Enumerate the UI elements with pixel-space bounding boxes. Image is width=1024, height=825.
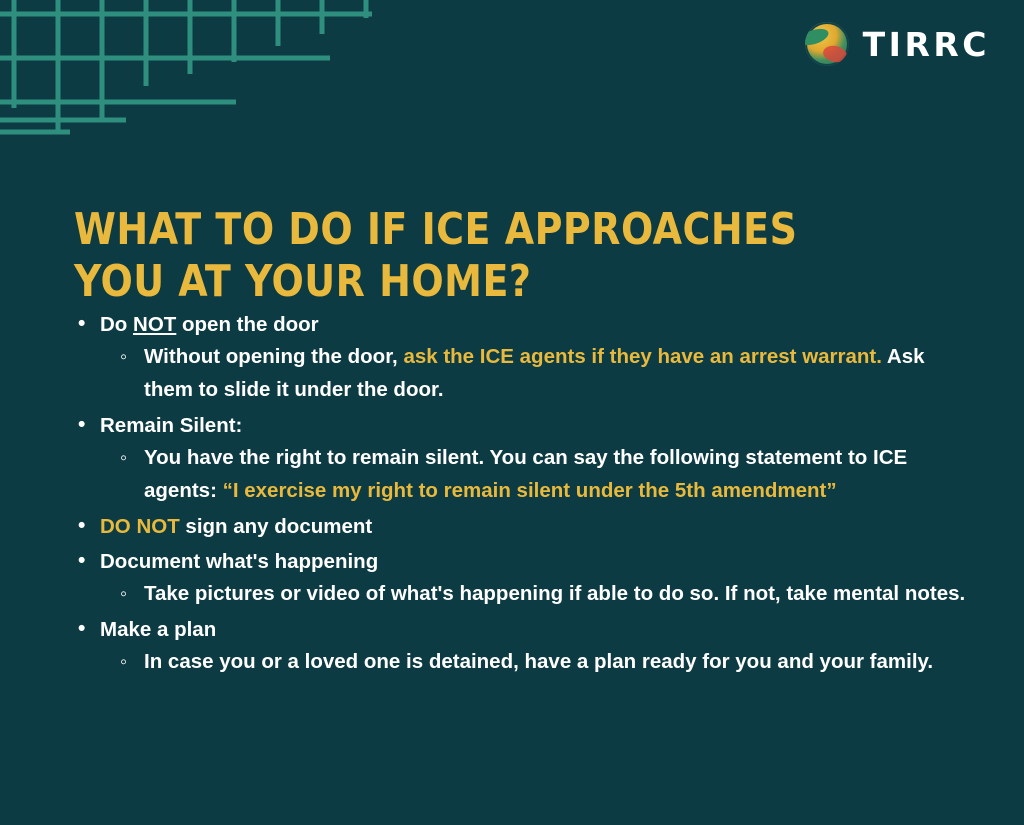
- brand-name: TIRRC: [862, 24, 990, 64]
- bullet-item: [70, 613, 970, 679]
- text-run: In case you or a loved one is detained, have a plan ready for you and your family.: [144, 650, 934, 673]
- text-run: Do: [100, 313, 134, 336]
- page-title: WHAT TO DO IF ICE APPROACHES YOU AT YOUR HOME?: [74, 204, 798, 308]
- text-run: open the door: [176, 313, 319, 336]
- grid-decoration: [0, 0, 380, 145]
- bullet-text: [100, 550, 378, 573]
- sub-bullet-item: [100, 578, 970, 611]
- globe-logo-icon: [805, 22, 849, 66]
- text-run: Take pictures or video of what's happening if able to do so. If not, take mental notes.: [144, 582, 966, 605]
- text-run: sign any document: [179, 514, 373, 538]
- sub-bullet-list: [100, 646, 970, 679]
- sub-bullet-list: [100, 578, 970, 611]
- sub-bullet-item: [100, 646, 970, 679]
- sub-bullet-list: [100, 442, 970, 508]
- text-run: Ask them to slide it under the door.: [144, 345, 925, 401]
- bullet-item: [70, 409, 970, 508]
- sub-bullet-item: [100, 442, 970, 508]
- text-run: Without opening the door,: [144, 345, 404, 369]
- text-run: NOT: [133, 313, 177, 336]
- text-run: “I exercise my right to remain silent under the 5th amendment”: [222, 478, 837, 502]
- text-run: Make a plan: [100, 617, 217, 641]
- content-body: [70, 308, 970, 681]
- bullet-item: [70, 545, 970, 611]
- text-run: ask the ICE agents if they have an arrest warrant.: [403, 345, 882, 369]
- bullet-item: [70, 308, 970, 407]
- bullet-text: [100, 515, 372, 538]
- bullet-list: [70, 308, 970, 679]
- text-run: You have the right to remain silent. You can say the following statement to ICE agents:: [144, 446, 908, 502]
- sub-bullet-list: [100, 341, 970, 407]
- sub-bullet-item: [100, 341, 970, 407]
- bullet-text: [100, 618, 216, 641]
- text-run: Document what's happening: [100, 549, 379, 573]
- bullet-item: [70, 510, 970, 543]
- bullet-text: [100, 414, 242, 437]
- brand-logo: [805, 22, 990, 66]
- bullet-text: [100, 313, 319, 336]
- text-run: Remain Silent:: [100, 413, 243, 437]
- text-run: DO NOT: [100, 514, 180, 538]
